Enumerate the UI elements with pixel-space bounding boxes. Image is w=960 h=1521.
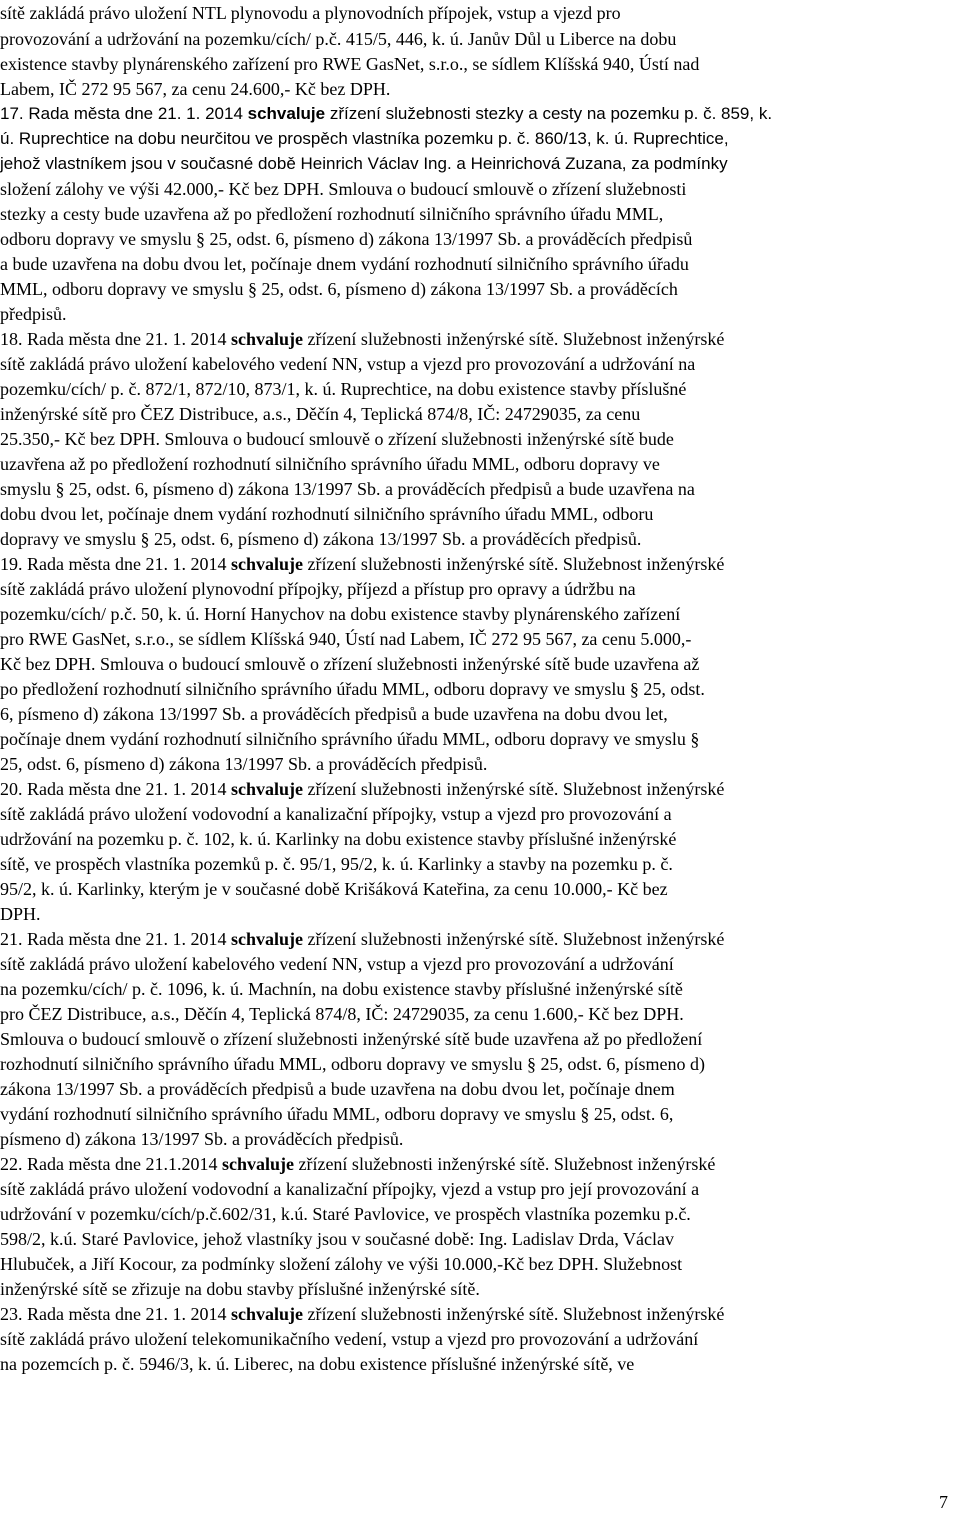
item-18-line-1: 18. Rada města dne 21. 1. 2014 schvaluje zřízení služebnosti inženýrské sítě. Služebnost inženýrské: [0, 329, 725, 349]
approval-keyword: schvaluje: [230, 329, 303, 349]
item-18-line-6: uzavřena až po předložení rozhodnutí silničního správního úřadu MML, odboru dopravy ve: [0, 454, 660, 474]
item-18-line-2: sítě zakládá právo uložení kabelového vedení NN, vstup a vjezd pro provozování a udržování na: [0, 354, 696, 374]
item-19-line-4: pro RWE GasNet, s.r.o., se sídlem Klíšská 940, Ústí nad Labem, IČ 272 95 567, za cenu 5.000,-: [0, 629, 692, 649]
item-21-line-9: písmeno d) zákona 13/1997 Sb. a prováděcích předpisů.: [0, 1129, 404, 1149]
text-line-2: provozování a udržování na pozemku/cích/ p.č. 415/5, 446, k. ú. Janův Důl u Liberce na dobu: [0, 29, 677, 49]
approval-keyword: schvaluje: [221, 1154, 294, 1174]
item-23-line-2: sítě zakládá právo uložení telekomunikačního vedení, vstup a vjezd pro provozování a udržování: [0, 1329, 699, 1349]
item-17-line-2: ú. Ruprechtice na dobu neurčitou ve prospěch vlastníka pozemku p. č. 860/13, k. ú. Ruprechtice,: [0, 129, 729, 148]
item-23-line-3: na pozemcích p. č. 5946/3, k. ú. Liberec, na dobu existence příslušné inženýrské sítě, ve: [0, 1354, 635, 1374]
item-21-line-1: 21. Rada města dne 21. 1. 2014 schvaluje zřízení služebnosti inženýrské sítě. Služebnost inženýrské: [0, 929, 725, 949]
item-20-line-3: udržování na pozemku p. č. 102, k. ú. Karlinky na dobu existence stavby příslušné inženýrské: [0, 829, 677, 849]
item-21-line-8: vydání rozhodnutí silničního správního úřadu MML, odboru dopravy ve smyslu § 25, odst. 6,: [0, 1104, 674, 1124]
item-21-line-5: Smlouva o budoucí smlouvě o zřízení služebnosti inženýrské sítě bude uzavřena až po předložení: [0, 1029, 703, 1049]
item-19-line-2: sítě zakládá právo uložení plynovodní přípojky, příjezd a přístup pro opravy a údržbu na: [0, 579, 636, 599]
item-17-line-1: 17. Rada města dne 21. 1. 2014 schvaluje zřízení služebnosti stezky a cesty na pozemku p. č. 859, k.: [0, 104, 773, 123]
item-18-line-9: dopravy ve smyslu § 25, odst. 6, písmeno d) zákona 13/1997 Sb. a prováděcích předpisů.: [0, 529, 642, 549]
item-17-line-6: odboru dopravy ve smyslu § 25, odst. 6, písmeno d) zákona 13/1997 Sb. a prováděcích předpisů: [0, 229, 693, 249]
text-line-3: existence stavby plynárenského zařízení pro RWE GasNet, s.r.o., se sídlem Klíšská 940, Ústí nad: [0, 54, 700, 74]
item-17-line-8: MML, odboru dopravy ve smyslu § 25, odst. 6, písmeno d) zákona 13/1997 Sb. a prováděcích: [0, 279, 678, 299]
item-20-line-5: 95/2, k. ú. Karlinky, kterým je v současné době Krišáková Kateřina, za cenu 10.000,- Kč bez: [0, 879, 668, 899]
item-18-line-8: dobu dvou let, počínaje dnem vydání rozhodnutí silničního správního úřadu MML, odboru: [0, 504, 654, 524]
item-20-line-1: 20. Rada města dne 21. 1. 2014 schvaluje zřízení služebnosti inženýrské sítě. Služebnost inženýrské: [0, 779, 725, 799]
item-19-line-9: 25, odst. 6, písmeno d) zákona 13/1997 Sb. a prováděcích předpisů.: [0, 754, 488, 774]
item-22-line-3: udržování v pozemku/cích/p.č.602/31, k.ú. Staré Pavlovice, ve prospěch vlastníka pozemku p.č.: [0, 1204, 691, 1224]
item-21-line-6: rozhodnutí silničního správního úřadu MML, odboru dopravy ve smyslu § 25, odst. 6, písmeno d): [0, 1054, 705, 1074]
item-19-line-7: 6, písmeno d) zákona 13/1997 Sb. a prováděcích předpisů a bude uzavřena na dobu dvou let,: [0, 704, 668, 724]
item-18-line-7: smyslu § 25, odst. 6, písmeno d) zákona 13/1997 Sb. a prováděcích předpisů a bude uzavřena na: [0, 479, 695, 499]
item-17-line-9: předpisů.: [0, 304, 67, 324]
item-18-line-3: pozemku/cích/ p. č. 872/1, 872/10, 873/1, k. ú. Ruprechtice, na dobu existence stavby příslušné: [0, 379, 687, 399]
approval-keyword: schvaluje: [247, 104, 326, 123]
approval-keyword: schvaluje: [230, 1304, 303, 1324]
item-22-line-1: 22. Rada města dne 21.1.2014 schvaluje zřízení služebnosti inženýrské sítě. Služebnost inženýrské: [0, 1154, 716, 1174]
page-number: 7: [939, 1492, 948, 1512]
item-18-line-5: 25.350,- Kč bez DPH. Smlouva o budoucí smlouvě o zřízení služebnosti inženýrské sítě bude: [0, 429, 674, 449]
item-17-line-4: složení zálohy ve výši 42.000,- Kč bez DPH. Smlouva o budoucí smlouvě o zřízení služebnosti: [0, 179, 687, 199]
text-line-1: sítě zakládá právo uložení NTL plynovodu a plynovodních přípojek, vstup a vjezd pro: [0, 3, 621, 23]
item-22-line-6: inženýrské sítě se zřizuje na dobu stavby příslušné inženýrské sítě.: [0, 1279, 480, 1299]
item-19-line-8: počínaje dnem vydání rozhodnutí silničního správního úřadu MML, odboru dopravy ve smyslu §: [0, 729, 700, 749]
item-17-line-3: jehož vlastníkem jsou v současné době Heinrich Václav Ing. a Heinrichová Zuzana, za podmínky: [0, 154, 728, 173]
text-line-4: Labem, IČ 272 95 567, za cenu 24.600,- Kč bez DPH.: [0, 79, 391, 99]
item-19-line-3: pozemku/cích/ p.č. 50, k. ú. Horní Hanychov na dobu existence stavby plynárenského zařízení: [0, 604, 681, 624]
item-19-line-5: Kč bez DPH. Smlouva o budoucí smlouvě o zřízení služebnosti inženýrské sítě bude uzavřena až: [0, 654, 700, 674]
item-21-line-7: zákona 13/1997 Sb. a prováděcích předpisů a bude uzavřena na dobu dvou let, počínaje dnem: [0, 1079, 675, 1099]
item-22-line-5: Hlubuček, a Jiří Kocour, za podmínky složení zálohy ve výši 10.000,-Kč bez DPH. Služebnost: [0, 1254, 683, 1274]
approval-keyword: schvaluje: [230, 929, 303, 949]
item-20-line-2: sítě zakládá právo uložení vodovodní a kanalizační přípojky, vstup a vjezd pro provozování a: [0, 804, 672, 824]
approval-keyword: schvaluje: [230, 779, 303, 799]
item-22-line-4: 598/2, k.ú. Staré Pavlovice, jehož vlastníky jsou v současné době: Ing. Ladislav Drda, Václav: [0, 1229, 675, 1249]
item-18-line-4: inženýrské sítě pro ČEZ Distribuce, a.s., Děčín 4, Teplická 874/8, IČ: 24729035, za cenu: [0, 404, 641, 424]
item-20-line-4: sítě, ve prospěch vlastníka pozemků p. č. 95/1, 95/2, k. ú. Karlinky a stavby na pozemku p. č.: [0, 854, 673, 874]
item-17-line-7: a bude uzavřena na dobu dvou let, počínaje dnem vydání rozhodnutí silničního správního úřadu: [0, 254, 689, 274]
item-17-line-5: stezky a cesty bude uzavřena až po předložení rozhodnutí silničního správního úřadu MML,: [0, 204, 664, 224]
approval-keyword: schvaluje: [230, 554, 303, 574]
item-19-line-6: po předložení rozhodnutí silničního správního úřadu MML, odboru dopravy ve smyslu § 25, odst.: [0, 679, 705, 699]
item-21-line-2: sítě zakládá právo uložení kabelového vedení NN, vstup a vjezd pro provozování a udržování: [0, 954, 674, 974]
item-21-line-4: pro ČEZ Distribuce, a.s., Děčín 4, Teplická 874/8, IČ: 24729035, za cenu 1.600,- Kč bez DPH.: [0, 1004, 684, 1024]
item-23-line-1: 23. Rada města dne 21. 1. 2014 schvaluje zřízení služebnosti inženýrské sítě. Služebnost inženýrské: [0, 1304, 725, 1324]
item-22-line-2: sítě zakládá právo uložení vodovodní a kanalizační přípojky, vjezd a vstup pro její provozování a: [0, 1179, 700, 1199]
item-21-line-3: na pozemku/cích/ p. č. 1096, k. ú. Machnín, na dobu existence stavby příslušné inženýrské sítě: [0, 979, 683, 999]
item-20-line-6: DPH.: [0, 904, 41, 924]
item-19-line-1: 19. Rada města dne 21. 1. 2014 schvaluje zřízení služebnosti inženýrské sítě. Služebnost inženýrské: [0, 554, 725, 574]
